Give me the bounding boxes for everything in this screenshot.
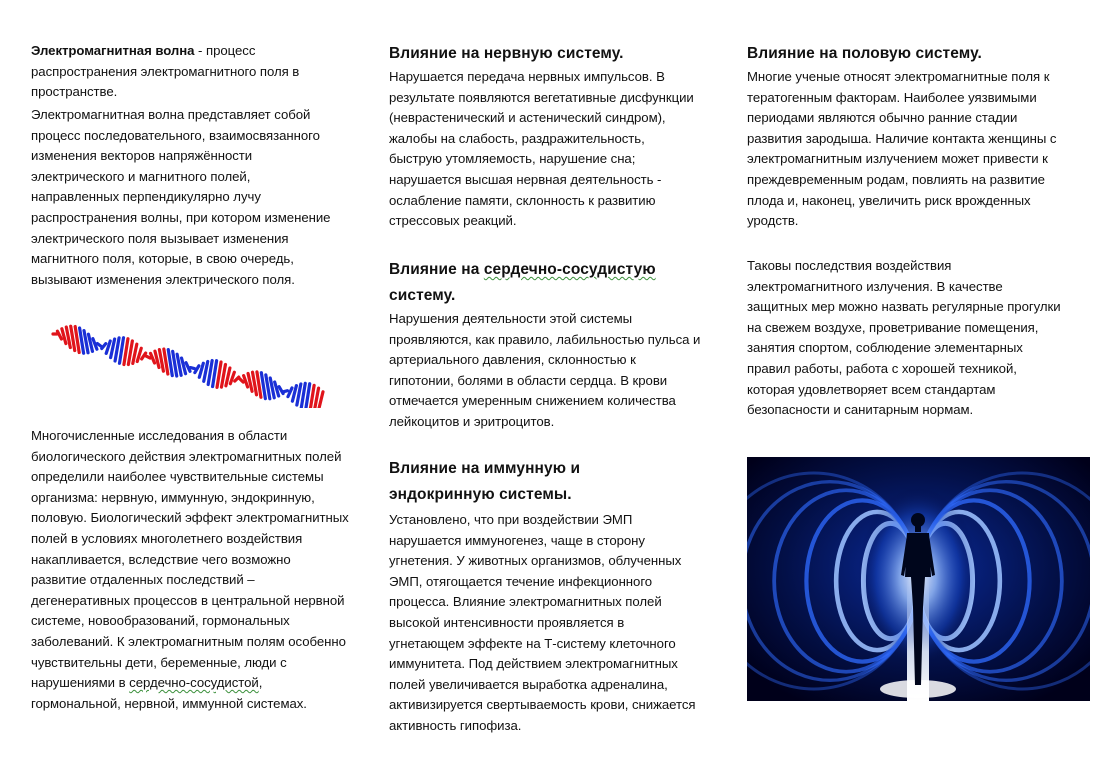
sexual-heading: Влияние на половую систему. [747,45,982,62]
intro-paragraph [31,41,331,103]
sexual-paragraph: Многие ученые относят электромагнитные поля к тератогенным факторам. Наиболее уязвимыми периодами являются обычно ранние стадии развития зародыша. Наличие контакта женщины с электромагнитным излучением может привести к преждевременным родам, повлиять на развитие плода и, наконец, увеличить риск врожденных уродств. [747,69,1057,229]
misspelled-word: сердечно-сосудистой [129,675,259,691]
intro-text: - процесс распространения электромагнитного поля в пространстве. [31,43,300,100]
research-paragraph [31,426,349,714]
human-field-illustration [747,457,1090,701]
electromagnetic-wave-illustration [51,322,326,408]
immune-heading: Влияние на иммунную и эндокринную системы. [389,460,581,503]
conclusion-paragraph: Таковы последствия воздействия электромагнитного излучения. В качестве защитных мер можно назвать регулярные прогулки на свежем воздухе, проветривание помещения, занятия спортом, соблюдение элементарных правил работы, работа с хорошей техникой, которая удовлетворяет всем стандартам безопасности и санитарным нормам. [747,258,1061,418]
cardio-heading-a: Влияние на [389,261,484,278]
cardio-heading [389,257,689,309]
nervous-heading: Влияние на нервную систему. [389,45,624,62]
research-text-a: Многочисленные исследования в области биологического действия электромагнитных полей определили наиболее чувствительные системы организма: нервную, иммунную, эндокринную, половую. Биологический эффект электромагнитных полей в условиях многолетнего воздействия накапливается, вследствие чего возможно развитие отдаленных последствий – дегенеративных процессов в центральной нервной системе, новообразований, гормональных заболеваний. К электромагнитным полям особенно чувствительны дети, беременные, люди с нарушениями в [31,428,349,691]
cardio-heading-squiggle: сердечно-сосудистую [483,261,656,278]
field-graphic [747,457,1090,701]
term-bold: Электромагнитная волна [31,43,195,58]
definition-paragraph: Электромагнитная волна представляет собой процесс последовательного, взаимосвязанного изменения векторов напряжённости электрического и магнитного полей, направленных перпендикулярно лучу распространения волны, при котором изменение электрического поля вызывает изменения магнитного поля, которые, в свою очередь, вызывают изменения электрического поля. [31,107,331,287]
immune-paragraph: Установлено, что при воздействии ЭМП нарушается иммуногенез, чаще в сторону угнетения. У животных организмов, облученных ЭМП, отягощается течение инфекционного процесса. Влияние электромагнитных полей высокой интенсивности проявляется в угнетающем эффекте на Т-систему клеточного иммунитета. Под действием электромагнитных полей увеличивается выработка адреналина, активизируется свертываемость крови, снижается активность гипофиза. [389,512,696,733]
research-text-b: , гормональной, нервной, иммунной системах. [31,675,307,711]
nervous-paragraph: Нарушается передача нервных импульсов. В результате появляются вегетативные дисфункции (неврастенический и астенический синдром), жалобы на слабость, раздражительность, быструю утомляемость, нарушение сна; нарушается высшая нервная деятельность - ослабление памяти, склонность к развитию стрессовых реакций. [389,69,694,229]
cardio-heading-b: систему. [389,287,456,304]
cardio-paragraph: Нарушения деятельности этой системы проявляются, как правило, лабильностью пульса и артериального давления, склонностью к гипотонии, болями в области сердца. В крови отмечается умеренным снижением количества лейкоцитов и эритроцитов. [389,311,701,429]
wave-graphic [51,322,326,408]
